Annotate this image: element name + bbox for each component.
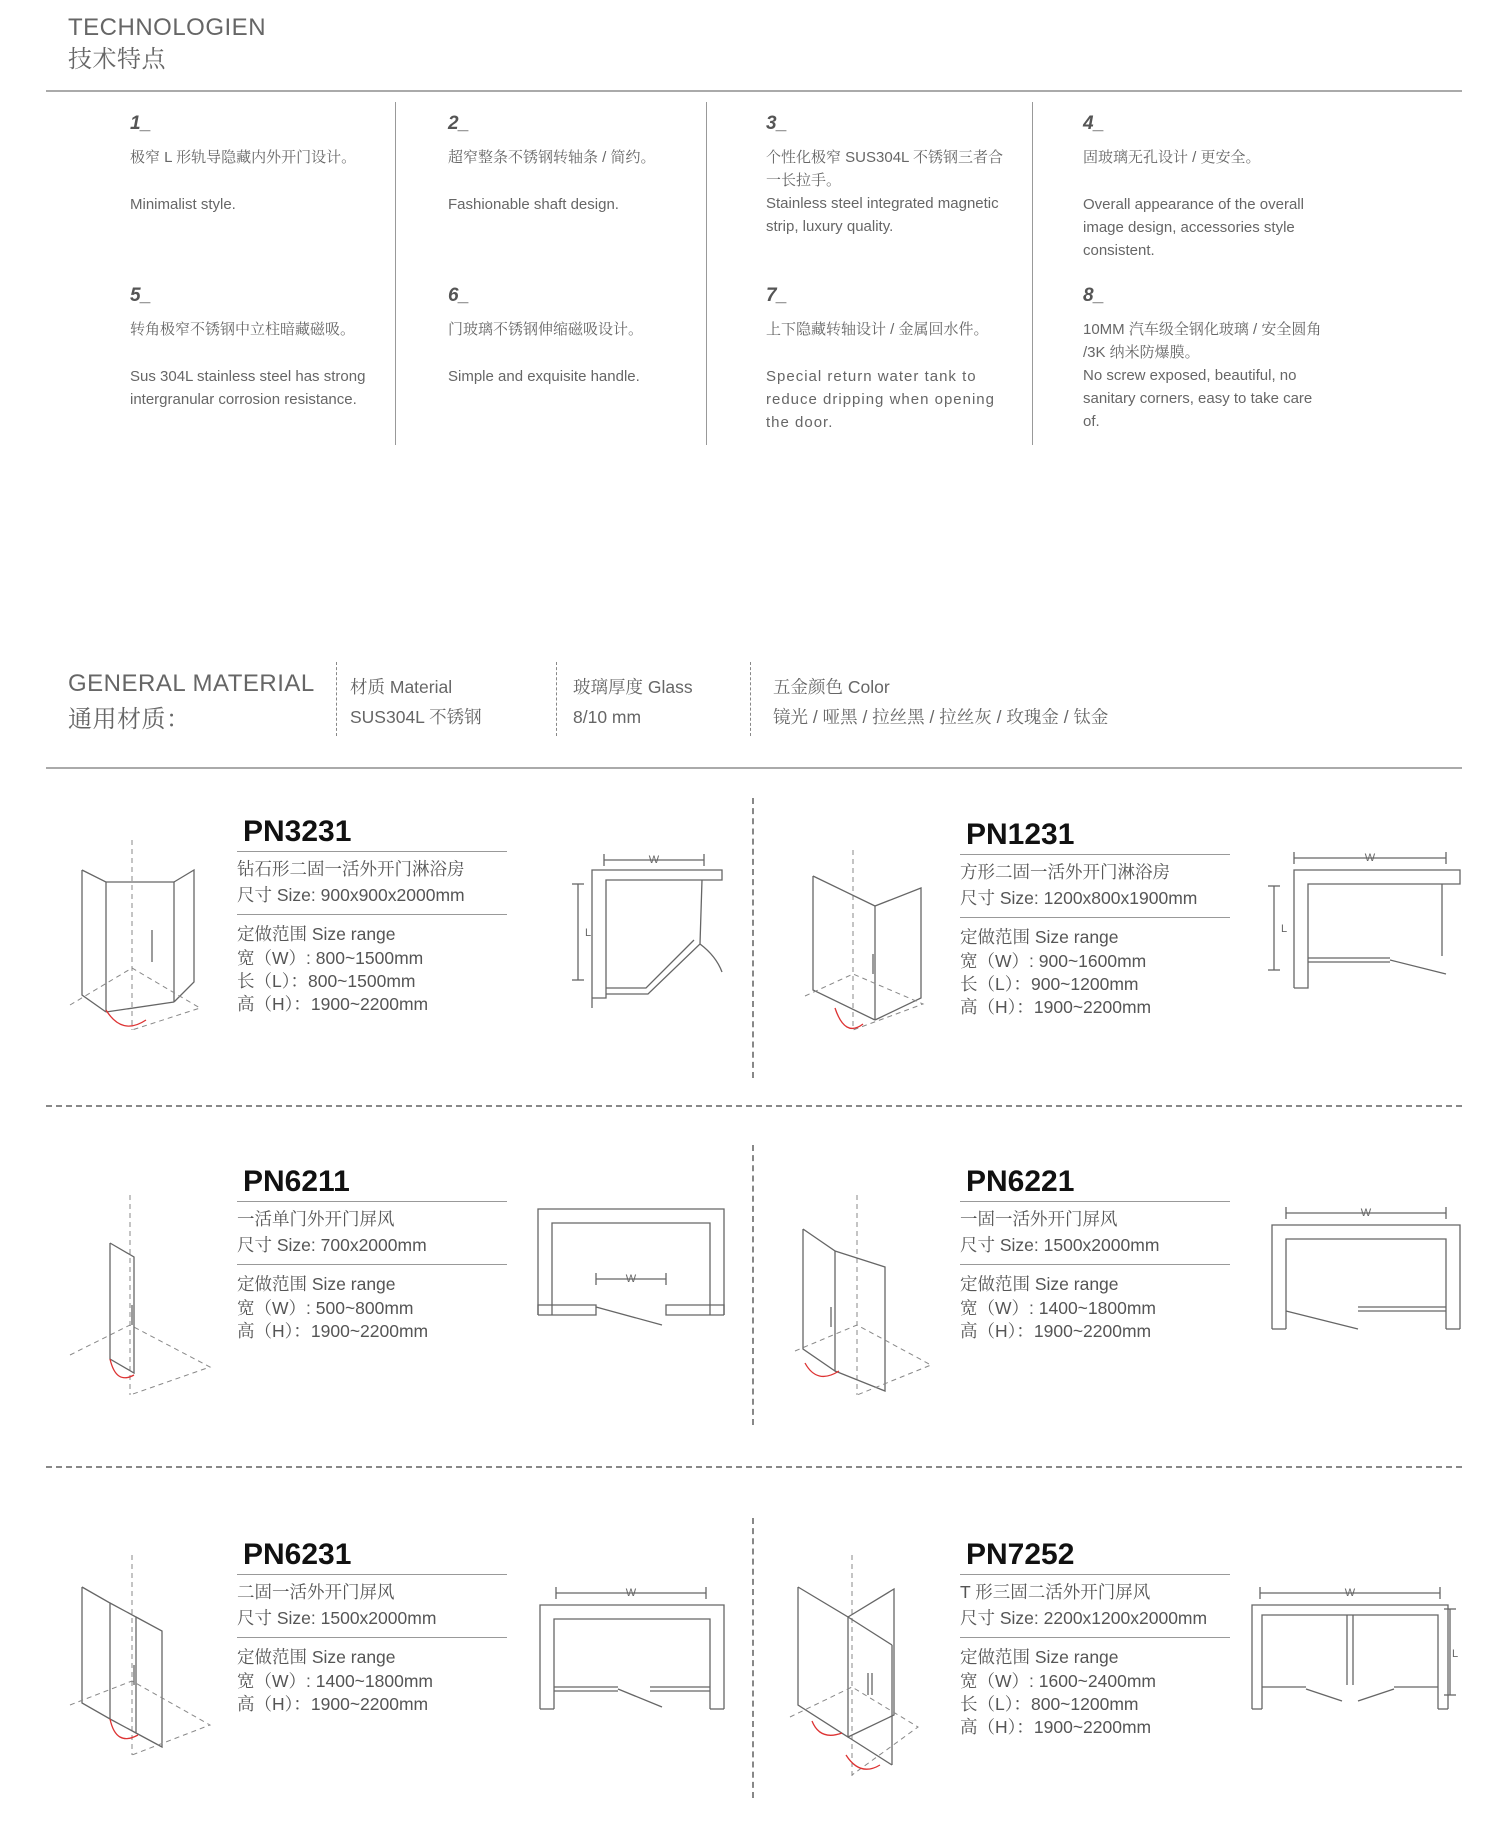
size-range-title: 定做范围 Size range (237, 924, 396, 944)
material-value: SUS304L 不锈钢 (350, 707, 482, 727)
feature-en: Fashionable shaft design. (448, 196, 619, 213)
range-width: 宽（W）: 900~1600mm (960, 951, 1147, 971)
product-plan-drawing (1280, 846, 1460, 996)
feature-cn: 个性化极窄 SUS304L 不锈钢三者合一长拉手。 (766, 149, 1003, 189)
divider (46, 767, 1462, 769)
column-separator (706, 102, 707, 445)
w-dimension-label: W (1360, 1207, 1372, 1219)
grid-separator (46, 1466, 1462, 1468)
product-size: 尺寸 Size: 1500x2000mm (237, 1608, 437, 1628)
size-range-title: 定做范围 Size range (960, 1274, 1119, 1294)
product-card (237, 1165, 507, 1343)
range-length: 长（L）：800~1500mm (237, 971, 416, 991)
product-code: PN6231 (243, 1538, 352, 1571)
glass-label: 玻璃厚度 Glass (573, 677, 693, 697)
color-value: 镜光 / 哑黑 / 拉丝黑 / 拉丝灰 / 玫瑰金 / 钛金 (773, 707, 1109, 727)
w-dimension-label: W (648, 854, 660, 866)
feature-cn: 超窄整条不锈钢转轴条 / 简约。 (448, 149, 656, 166)
feature-number: 5_ (130, 285, 152, 306)
product-card (237, 1538, 507, 1716)
column-separator (336, 662, 337, 736)
product-name: 一固一活外开门屏风 (960, 1209, 1118, 1229)
title-cn: 技术特点 (68, 46, 166, 73)
title-cn: 通用材质： (68, 706, 191, 733)
material-label: 材质 Material (350, 677, 453, 697)
product-code: PN7252 (966, 1538, 1075, 1571)
product-3d-drawing (70, 1555, 220, 1755)
color-label: 五金颜色 Color (773, 677, 890, 697)
product-size: 尺寸 Size: 1500x2000mm (960, 1235, 1160, 1255)
feature-en: Simple and exquisite handle. (448, 368, 640, 385)
column-separator (395, 102, 396, 445)
product-code: PN6211 (243, 1165, 350, 1198)
product-card (237, 815, 507, 1016)
divider (46, 90, 1462, 92)
product-3d-drawing (790, 1555, 930, 1780)
product-card (960, 818, 1230, 1019)
feature-item (130, 112, 380, 216)
range-width: 宽（W）: 1600~2400mm (960, 1671, 1156, 1691)
range-width: 宽（W）: 800~1500mm (237, 948, 424, 968)
product-code: PN3231 (243, 815, 352, 848)
grid-separator (752, 1518, 754, 1798)
grid-separator (46, 1105, 1462, 1107)
product-plan-drawing (1268, 1205, 1468, 1345)
feature-en: Minimalist style. (130, 196, 236, 213)
feature-en: Special return water tank to reduce dripping when opening the door. (766, 368, 995, 431)
size-range-title: 定做范围 Size range (960, 927, 1119, 947)
feature-number: 1_ (130, 113, 152, 134)
product-name: T 形三固二活外开门屏风 (960, 1582, 1151, 1602)
l-dimension-label: L (585, 927, 592, 939)
product-3d-drawing (70, 1195, 220, 1395)
product-code: PN6221 (966, 1165, 1075, 1198)
feature-number: 7_ (766, 285, 788, 306)
product-plan-drawing (1250, 1585, 1460, 1735)
l-dimension-label: L (1452, 1648, 1459, 1660)
range-width: 宽（W）: 1400~1800mm (237, 1671, 433, 1691)
feature-cn: 固玻璃无孔设计 / 更安全。 (1083, 149, 1261, 166)
product-name: 一活单门外开门屏风 (237, 1209, 395, 1229)
product-name: 二固一活外开门屏风 (237, 1582, 395, 1602)
product-plan-drawing (538, 1205, 728, 1345)
range-length: 长（L）：900~1200mm (960, 974, 1139, 994)
feature-number: 2_ (448, 113, 470, 134)
feature-cn: 门玻璃不锈钢伸缩磁吸设计。 (448, 321, 644, 338)
product-size: 尺寸 Size: 2200x1200x2000mm (960, 1608, 1208, 1628)
range-height: 高（H）：1900~2200mm (237, 1694, 429, 1714)
feature-item (1083, 112, 1333, 262)
grid-separator (752, 1145, 754, 1425)
product-code: PN1231 (966, 818, 1075, 851)
size-range-title: 定做范围 Size range (237, 1647, 396, 1667)
w-dimension-label: W (625, 1587, 637, 1599)
product-plan-drawing (570, 848, 730, 1008)
feature-en: Stainless steel integrated magnetic strip, luxury quality. (766, 195, 999, 235)
product-size: 尺寸 Size: 1200x800x1900mm (960, 888, 1198, 908)
product-3d-drawing (795, 1195, 945, 1395)
product-name: 方形二固一活外开门淋浴房 (960, 862, 1170, 882)
feature-cn: 10MM 汽车级全钢化玻璃 / 安全圆角 /3K 纳米防爆膜。 (1083, 321, 1322, 361)
feature-item (130, 284, 380, 411)
feature-item (1083, 284, 1333, 433)
product-plan-drawing (538, 1585, 728, 1725)
title-en: GENERAL MATERIAL (68, 670, 315, 697)
feature-cn: 极窄 L 形轨导隐藏内外开门设计。 (130, 149, 357, 166)
product-size: 尺寸 Size: 900x900x2000mm (237, 885, 465, 905)
range-height: 高（H）：1900~2200mm (960, 997, 1152, 1017)
feature-en: Sus 304L stainless steel has strong intergranular corrosion resistance. (130, 368, 366, 408)
product-size: 尺寸 Size: 700x2000mm (237, 1235, 427, 1255)
product-3d-drawing (70, 840, 210, 1030)
grid-separator (752, 798, 754, 1078)
range-height: 高（H）：1900~2200mm (960, 1717, 1152, 1737)
w-dimension-label: W (625, 1273, 637, 1285)
feature-number: 6_ (448, 285, 470, 306)
w-dimension-label: W (1364, 852, 1376, 864)
product-name: 钻石形二固一活外开门淋浴房 (237, 859, 465, 879)
color-column (773, 672, 1108, 732)
product-card (960, 1165, 1230, 1343)
product-3d-drawing (805, 850, 935, 1030)
l-dimension-label: L (1281, 923, 1288, 935)
section-title-technologies (68, 12, 266, 76)
title-en: TECHNOLOGIEN (68, 14, 267, 41)
feature-en: Overall appearance of the overall image design, accessories style consistent. (1083, 196, 1304, 259)
range-width: 宽（W）: 500~800mm (237, 1298, 414, 1318)
range-height: 高（H）：1900~2200mm (960, 1321, 1152, 1341)
range-length: 长（L）：800~1200mm (960, 1694, 1139, 1714)
feature-item (766, 112, 1016, 238)
feature-item (448, 112, 698, 216)
section-title-material (68, 666, 315, 738)
glass-value: 8/10 mm (573, 707, 642, 727)
feature-cn: 上下隐藏转轴设计 / 金属回水件。 (766, 321, 989, 338)
column-separator (1032, 102, 1033, 445)
column-separator (750, 662, 751, 736)
feature-number: 4_ (1083, 113, 1105, 134)
product-card (960, 1538, 1230, 1739)
size-range-title: 定做范围 Size range (237, 1274, 396, 1294)
feature-cn: 转角极窄不锈钢中立柱暗藏磁吸。 (130, 321, 356, 338)
material-column (350, 672, 482, 732)
feature-number: 3_ (766, 113, 788, 134)
feature-item (448, 284, 698, 388)
feature-number: 8_ (1083, 285, 1105, 306)
range-height: 高（H）：1900~2200mm (237, 994, 429, 1014)
range-width: 宽（W）: 1400~1800mm (960, 1298, 1156, 1318)
range-height: 高（H）：1900~2200mm (237, 1321, 429, 1341)
glass-column (573, 672, 693, 732)
feature-item (766, 284, 1016, 434)
feature-en: No screw exposed, beautiful, no sanitary corners, easy to take care of. (1083, 367, 1313, 430)
size-range-title: 定做范围 Size range (960, 1647, 1119, 1667)
column-separator (556, 662, 557, 736)
w-dimension-label: W (1344, 1587, 1356, 1599)
